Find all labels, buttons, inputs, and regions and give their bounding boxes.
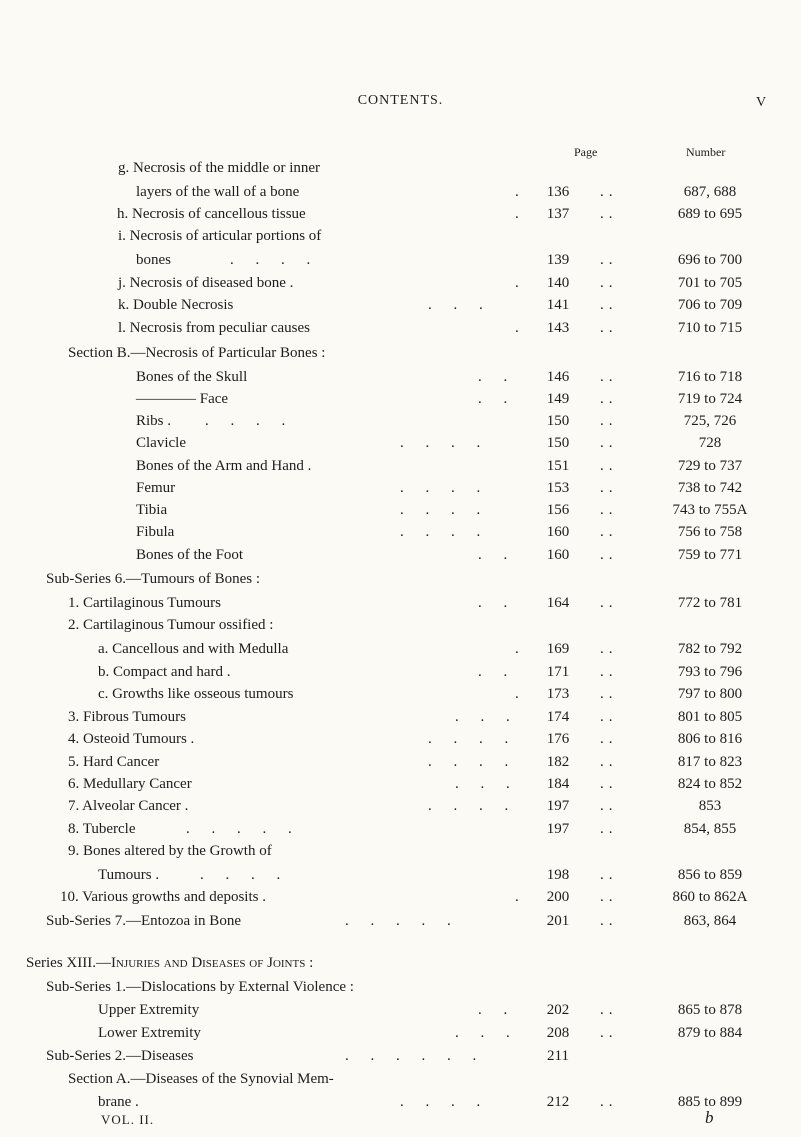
toc-row	[0, 614, 801, 636]
leader-dots: . . . .	[400, 502, 490, 518]
toc-entry-label: 1. Cartilaginous Tumours	[68, 595, 221, 611]
toc-row	[0, 225, 801, 247]
leader-dots: . . .	[455, 709, 519, 725]
toc-entry-number: 689 to 695	[677, 206, 743, 222]
toc-entry-number: 797 to 800	[677, 686, 743, 702]
leader-dots: .	[515, 889, 528, 905]
toc-entry-number: 716 to 718	[677, 369, 743, 385]
toc-entry-page: 184	[546, 776, 570, 792]
leader-dots: . . . .	[428, 754, 518, 770]
toc-row	[0, 751, 801, 773]
toc-entry-number: 860 to 862A	[672, 889, 748, 905]
leader-dots: ..	[600, 480, 618, 496]
leader-dots: .	[515, 641, 528, 657]
toc-row	[0, 910, 801, 932]
toc-entry-label: Sub-Series 7.—Entozoa in Bone	[46, 913, 241, 929]
leader-dots: ..	[600, 275, 618, 291]
toc-entry-label: 4. Osteoid Tumours .	[68, 731, 195, 747]
toc-entry-label: Sub-Series 1.—Dislocations by External Violence :	[46, 979, 354, 995]
leader-dots: ..	[600, 458, 618, 474]
toc-entry-label: Ribs .	[136, 413, 172, 429]
toc-row	[0, 366, 801, 388]
toc-entry-label: c. Growths like osseous tumours	[98, 686, 294, 702]
leader-dots: . . .	[455, 1025, 519, 1041]
leader-dots: ..	[600, 524, 618, 540]
toc-entry-label: Section A.—Diseases of the Synovial Mem-	[68, 1071, 334, 1087]
toc-entry-page: 182	[546, 754, 570, 770]
toc-entry-label: 2. Cartilaginous Tumour ossified :	[68, 617, 274, 633]
leader-dots: ..	[600, 547, 618, 563]
toc-entry-label: h. Necrosis of cancellous tissue	[117, 206, 306, 222]
toc-entry-page: 149	[546, 391, 570, 407]
toc-row	[0, 432, 801, 454]
leader-dots: ..	[600, 709, 618, 725]
leader-dots: .	[515, 686, 528, 702]
leader-dots: ..	[600, 297, 618, 313]
leader-dots: .	[515, 206, 528, 222]
toc-entry-label: 8. Tubercle	[68, 821, 136, 837]
leader-dots: . .	[478, 1002, 517, 1018]
toc-entry-number: 756 to 758	[677, 524, 743, 540]
toc-row	[0, 1022, 801, 1044]
toc-entry-page: 208	[546, 1025, 570, 1041]
toc-row	[0, 499, 801, 521]
leader-dots: ..	[600, 913, 618, 929]
leader-dots: . . . .	[200, 867, 290, 883]
toc-entry-label: a. Cancellous and with Medulla	[98, 641, 289, 657]
toc-entry-number: 706 to 709	[677, 297, 743, 313]
toc-entry-page: 197	[546, 821, 570, 837]
toc-entry-page: 141	[546, 297, 570, 313]
leader-dots: . . . .	[400, 480, 490, 496]
toc-entry-label: Bones of the Skull	[136, 369, 248, 385]
toc-entry-page: 174	[546, 709, 570, 725]
toc-entry-label: Sub-Series 6.—Tumours of Bones :	[46, 571, 261, 587]
toc-entry-number: 863, 864	[683, 913, 737, 929]
leader-dots: ..	[600, 1002, 618, 1018]
toc-entry-page: 143	[546, 320, 570, 336]
toc-row	[0, 1068, 801, 1090]
toc-entry-label: Section B.—Necrosis of Particular Bones :	[68, 345, 326, 361]
leader-dots: . .	[478, 391, 517, 407]
toc-row	[0, 294, 801, 316]
column-header-number: Number	[686, 145, 726, 159]
toc-entry-page: 153	[546, 480, 570, 496]
toc-row	[0, 661, 801, 683]
toc-entry-page: 160	[546, 524, 570, 540]
toc-entry-page: 150	[546, 413, 570, 429]
toc-row	[0, 521, 801, 543]
toc-row	[0, 886, 801, 908]
signature-mark: b	[705, 1108, 714, 1127]
leader-dots: ..	[600, 252, 618, 268]
toc-row	[0, 795, 801, 817]
toc-row	[0, 728, 801, 750]
toc-row	[0, 706, 801, 728]
leader-dots: . . . . .	[345, 913, 460, 929]
toc-entry-page: 146	[546, 369, 570, 385]
toc-entry-label: 6. Medullary Cancer	[68, 776, 192, 792]
toc-row	[0, 683, 801, 705]
leader-dots: . . . .	[230, 252, 320, 268]
toc-entry-number: 738 to 742	[677, 480, 743, 496]
leader-dots: ..	[600, 798, 618, 814]
toc-row	[0, 181, 801, 203]
leader-dots: ..	[600, 1025, 618, 1041]
leader-dots: ..	[600, 731, 618, 747]
toc-entry-page: 136	[546, 184, 570, 200]
toc-entry-page: 156	[546, 502, 570, 518]
leader-dots: . .	[478, 595, 517, 611]
toc-row	[0, 272, 801, 294]
toc-entry-number: 782 to 792	[677, 641, 743, 657]
toc-entry-page: 139	[546, 252, 570, 268]
toc-entry-label: g. Necrosis of the middle or inner	[118, 160, 321, 176]
toc-row	[0, 773, 801, 795]
toc-entry-label: 3. Fibrous Tumours	[68, 709, 186, 725]
toc-entry-label: b. Compact and hard .	[98, 664, 231, 680]
column-header-page: Page	[574, 145, 598, 159]
series-heading-label: Series XIII.—Injuries and Diseases of Joints :	[26, 955, 314, 971]
toc-entry-label: l. Necrosis from peculiar causes	[118, 320, 311, 336]
toc-entry-label: Tibia	[136, 502, 168, 518]
leader-dots: ..	[600, 320, 618, 336]
toc-entry-label: j. Necrosis of diseased bone .	[118, 275, 294, 291]
toc-row	[0, 1091, 801, 1113]
toc-row	[0, 1045, 801, 1067]
toc-entry-label: Sub-Series 2.—Diseases	[46, 1048, 194, 1064]
leader-dots: ..	[600, 206, 618, 222]
toc-entry-page: 201	[546, 913, 570, 929]
toc-entry-label: Femur	[136, 480, 176, 496]
toc-row	[0, 840, 801, 862]
toc-row	[0, 203, 801, 225]
leader-dots: . . . .	[400, 435, 490, 451]
toc-entry-number: 856 to 859	[677, 867, 743, 883]
toc-entry-label: 7. Alveolar Cancer .	[68, 798, 189, 814]
toc-row	[0, 157, 801, 179]
leader-dots: . .	[478, 369, 517, 385]
toc-entry-page: 140	[546, 275, 570, 291]
leader-dots: ..	[600, 184, 618, 200]
toc-entry-page: 200	[546, 889, 570, 905]
toc-row	[0, 544, 801, 566]
toc-entry-label: Clavicle	[136, 435, 186, 451]
toc-entry-number: 701 to 705	[677, 275, 743, 291]
toc-entry-number: 879 to 884	[677, 1025, 743, 1041]
toc-row	[0, 638, 801, 660]
toc-entry-label: k. Double Necrosis	[118, 297, 234, 313]
leader-dots: . . . . .	[186, 821, 301, 837]
leader-dots: .	[515, 275, 528, 291]
toc-entry-number: 696 to 700	[677, 252, 743, 268]
leader-dots: ..	[600, 754, 618, 770]
toc-entry-page: 151	[546, 458, 570, 474]
toc-row	[0, 388, 801, 410]
leader-dots: ..	[600, 502, 618, 518]
toc-entry-page: 169	[546, 641, 570, 657]
toc-entry-number: 853	[698, 798, 722, 814]
leader-dots: ..	[600, 776, 618, 792]
toc-entry-label: layers of the wall of a bone	[136, 184, 300, 200]
toc-entry-number: 772 to 781	[677, 595, 743, 611]
toc-entry-number: 824 to 852	[677, 776, 743, 792]
toc-row	[0, 249, 801, 271]
toc-row	[0, 410, 801, 432]
leader-dots: . . . .	[205, 413, 295, 429]
toc-entry-label: Fibula	[136, 524, 175, 540]
toc-entry-label: 5. Hard Cancer	[68, 754, 160, 770]
page-numeral: V	[756, 95, 767, 110]
leader-dots: . . .	[455, 776, 519, 792]
toc-entry-number: 854, 855	[683, 821, 737, 837]
toc-entry-page: 164	[546, 595, 570, 611]
leader-dots: ..	[600, 435, 618, 451]
series-heading	[0, 952, 801, 974]
toc-entry-number: 710 to 715	[677, 320, 743, 336]
leader-dots: . . . . . .	[345, 1048, 486, 1064]
leader-dots: ..	[600, 664, 618, 680]
toc-entry-label: ———— Face	[136, 391, 229, 407]
toc-entry-page: 137	[546, 206, 570, 222]
toc-entry-page: 160	[546, 547, 570, 563]
toc-entry-label: Bones of the Arm and Hand .	[136, 458, 312, 474]
leader-dots: ..	[600, 1094, 618, 1110]
toc-entry-label: 9. Bones altered by the Growth of	[68, 843, 272, 859]
leader-dots: . .	[478, 547, 517, 563]
toc-entry-page: 197	[546, 798, 570, 814]
toc-row	[0, 477, 801, 499]
toc-entry-number: 728	[698, 435, 722, 451]
toc-entry-page: 150	[546, 435, 570, 451]
toc-row	[0, 455, 801, 477]
toc-row	[0, 818, 801, 840]
toc-entry-page: 202	[546, 1002, 570, 1018]
toc-entry-label: bones	[136, 252, 171, 268]
toc-entry-page: 173	[546, 686, 570, 702]
section-heading	[0, 976, 801, 998]
toc-entry-number: 687, 688	[683, 184, 737, 200]
leader-dots: ..	[600, 889, 618, 905]
toc-row	[0, 317, 801, 339]
page-title: CONTENTS.	[357, 93, 444, 108]
toc-entry-page: 212	[546, 1094, 570, 1110]
toc-entry-number: 817 to 823	[677, 754, 743, 770]
toc-entry-label: Tumours .	[98, 867, 160, 883]
toc-entry-number: 865 to 878	[677, 1002, 743, 1018]
toc-row	[0, 864, 801, 886]
toc-entry-label: i. Necrosis of articular portions of	[118, 228, 322, 244]
toc-entry-page: 198	[546, 867, 570, 883]
toc-entry-label: Upper Extremity	[98, 1002, 200, 1018]
leader-dots: ..	[600, 867, 618, 883]
toc-entry-number: 725, 726	[683, 413, 737, 429]
leader-dots: ..	[600, 686, 618, 702]
leader-dots: . . . .	[400, 524, 490, 540]
volume-label: VOL. II.	[101, 1112, 155, 1127]
leader-dots: . . . .	[428, 798, 518, 814]
leader-dots: ..	[600, 391, 618, 407]
leader-dots: ..	[600, 595, 618, 611]
toc-row	[0, 999, 801, 1021]
leader-dots: ..	[600, 821, 618, 837]
leader-dots: . . . .	[400, 1094, 490, 1110]
toc-entry-label: Bones of the Foot	[136, 547, 244, 563]
leader-dots: ..	[600, 641, 618, 657]
leader-dots: .	[515, 184, 528, 200]
toc-entry-number: 885 to 899	[677, 1094, 743, 1110]
toc-entry-number: 743 to 755A	[672, 502, 748, 518]
leader-dots: ..	[600, 413, 618, 429]
section-heading	[0, 568, 801, 590]
toc-entry-label: Lower Extremity	[98, 1025, 201, 1041]
section-heading	[0, 342, 801, 364]
toc-entry-number: 719 to 724	[677, 391, 743, 407]
toc-entry-number: 759 to 771	[677, 547, 743, 563]
toc-entry-number: 806 to 816	[677, 731, 743, 747]
leader-dots: . .	[478, 664, 517, 680]
leader-dots: ..	[600, 369, 618, 385]
toc-entry-page: 176	[546, 731, 570, 747]
toc-entry-page: 211	[547, 1048, 569, 1064]
toc-entry-number: 793 to 796	[677, 664, 743, 680]
toc-entry-label: 10. Various growths and deposits .	[60, 889, 266, 905]
toc-row	[0, 592, 801, 614]
toc-entry-number: 801 to 805	[677, 709, 743, 725]
leader-dots: . . .	[428, 297, 492, 313]
toc-entry-number: 729 to 737	[677, 458, 743, 474]
toc-entry-page: 171	[546, 664, 570, 680]
leader-dots: .	[515, 320, 528, 336]
toc-entry-label: brane .	[98, 1094, 139, 1110]
leader-dots: . . . .	[428, 731, 518, 747]
